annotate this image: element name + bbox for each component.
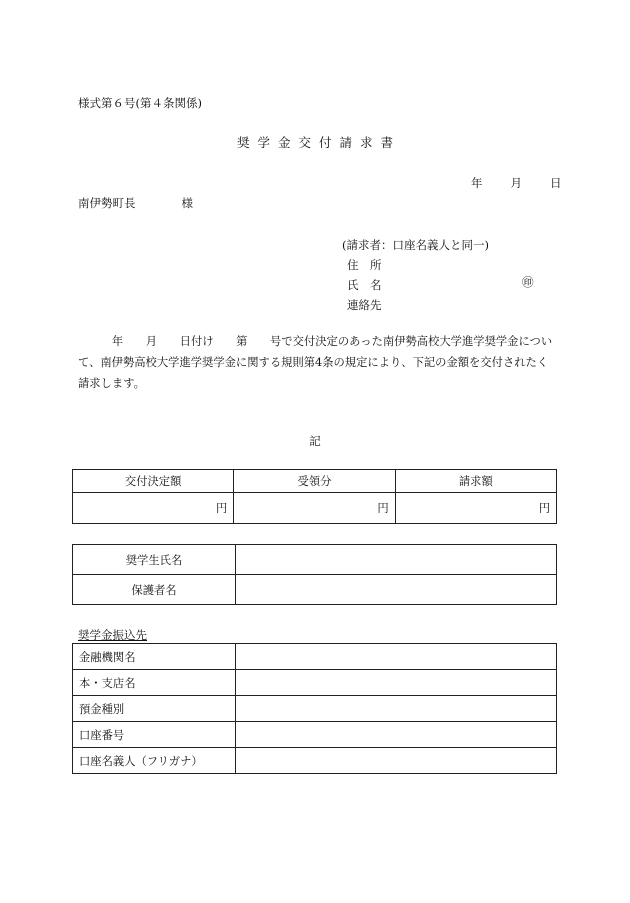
- account-number-label: 口座番号: [73, 722, 236, 748]
- claimant-block: [342, 235, 489, 315]
- bank-table: [72, 643, 557, 774]
- date-month: 月: [510, 176, 522, 190]
- form-number: 様式第６号(第４条関係): [78, 96, 202, 110]
- table-row: [73, 670, 557, 696]
- table-row: [73, 644, 557, 670]
- bank-name-label: 金融機関名: [73, 644, 236, 670]
- addressee-honorific: 様: [181, 196, 193, 210]
- table-row: [73, 575, 557, 605]
- guardian-name-field[interactable]: [236, 575, 557, 605]
- table-row: [73, 748, 557, 774]
- amount-header-received: 受領分: [234, 470, 395, 493]
- amount-header-requested: 請求額: [395, 470, 556, 493]
- amount-table: [72, 469, 557, 524]
- contact-label: 連絡先: [347, 298, 382, 312]
- amount-decided-cell[interactable]: 円: [73, 493, 234, 524]
- name-label: 氏 名: [347, 278, 382, 292]
- document-title: 奨学金交付請求書: [236, 135, 401, 150]
- addressee-name: 南伊勢町長: [78, 196, 136, 210]
- deposit-type-field[interactable]: [236, 696, 557, 722]
- date-line: [471, 175, 562, 191]
- bank-name-field[interactable]: [236, 644, 557, 670]
- amount-received-cell[interactable]: 円: [234, 493, 395, 524]
- account-holder-field[interactable]: [236, 748, 557, 774]
- table-row: [73, 545, 557, 575]
- branch-name-field[interactable]: [236, 670, 557, 696]
- amount-requested-cell[interactable]: 円: [395, 493, 556, 524]
- note-heading: 記: [309, 434, 321, 448]
- addressee: [78, 195, 193, 211]
- address-label: 住 所: [347, 258, 382, 272]
- date-day: 日: [550, 176, 562, 190]
- seal-mark: ㊞: [522, 275, 534, 289]
- table-row: [73, 722, 557, 748]
- account-number-field[interactable]: [236, 722, 557, 748]
- scholar-name-field[interactable]: [236, 545, 557, 575]
- account-holder-label: 口座名義人（フリガナ）: [73, 748, 236, 774]
- person-table: [72, 544, 557, 605]
- amount-header-decided: 交付決定額: [73, 470, 234, 493]
- scholar-name-label: 奨学生氏名: [73, 545, 236, 575]
- guardian-name-label: 保護者名: [73, 575, 236, 605]
- branch-name-label: 本・支店名: [73, 670, 236, 696]
- table-row: [73, 696, 557, 722]
- date-year: 年: [471, 176, 483, 190]
- amount-header-row: [73, 470, 557, 493]
- request-body-text: 年 月 日付け 第 号で交付決定のあった南伊勢高校大学進学奨学金について、南伊勢高校大学進学奨学金に関する規則第4条の規定により、下記の金額を交付されたく請求します。: [78, 335, 553, 390]
- bank-section-title: 奨学金振込先: [78, 628, 147, 642]
- claimant-heading: (請求者：口座名義人と同一): [342, 238, 489, 252]
- deposit-type-label: 預金種別: [73, 696, 236, 722]
- amount-value-row: [73, 493, 557, 524]
